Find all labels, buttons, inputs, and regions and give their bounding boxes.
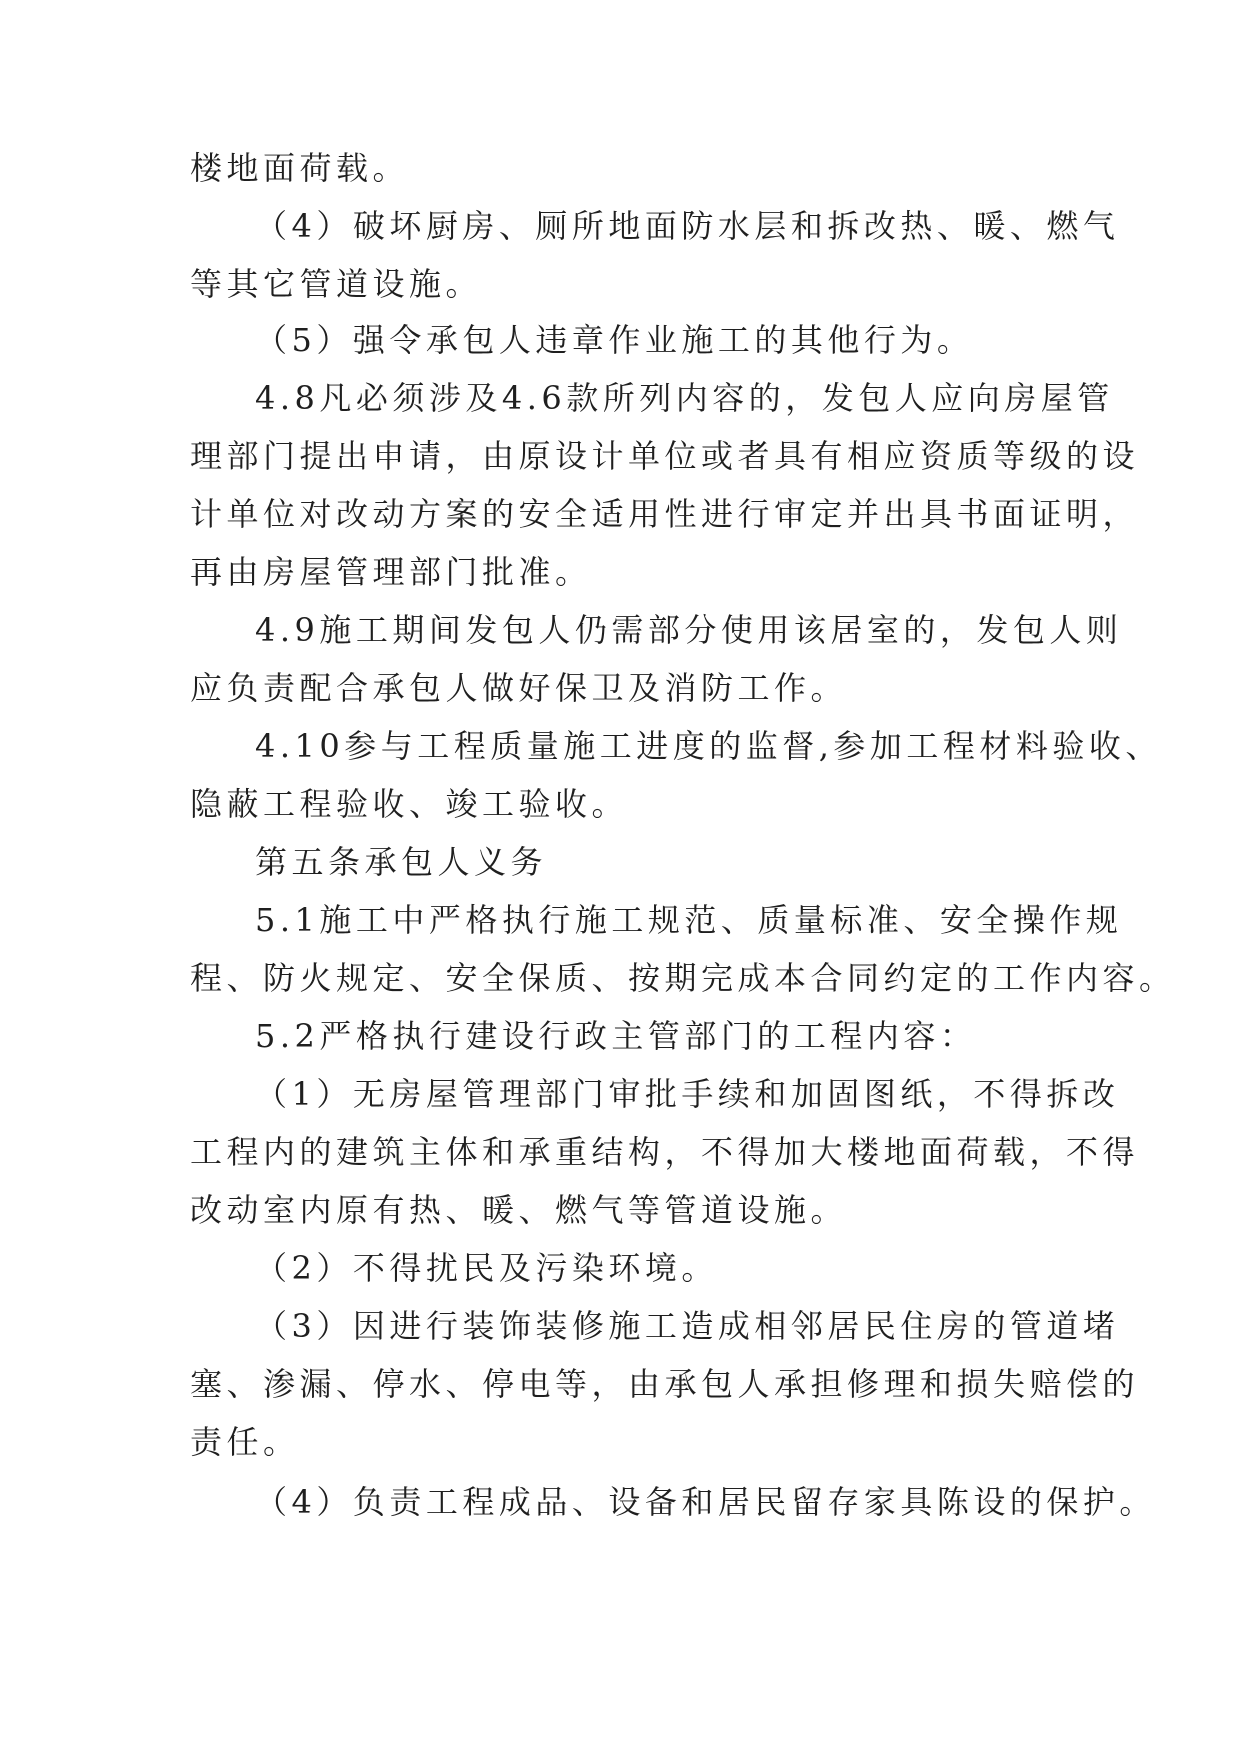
text-line: 程、防火规定、安全保质、按期完成本合同约定的工作内容。 <box>190 959 1176 997</box>
text-line: 再由房屋管理部门批准。 <box>190 553 592 591</box>
text-line: 责任。 <box>190 1423 300 1461</box>
text-line: 楼地面荷载。 <box>190 149 410 187</box>
text-line: （4）破坏厨房、厕所地面防水层和拆改热、暖、燃气 <box>255 207 1120 245</box>
section-heading: 第五条承包人义务 <box>255 843 548 881</box>
text-line: 应负责配合承包人做好保卫及消防工作。 <box>190 669 848 707</box>
text-line: （4）负责工程成品、设备和居民留存家具陈设的保护。 <box>255 1483 1156 1521</box>
text-line: 5.2严格执行建设行政主管部门的工程内容： <box>255 1017 977 1055</box>
text-line: 理部门提出申请，由原设计单位或者具有相应资质等级的设 <box>190 437 1140 475</box>
text-line: 改动室内原有热、暖、燃气等管道设施。 <box>190 1191 848 1229</box>
text-line: （2）不得扰民及污染环境。 <box>255 1249 718 1287</box>
text-line: 4.9施工期间发包人仍需部分使用该居室的，发包人则 <box>255 611 1123 649</box>
text-line: 计单位对改动方案的安全适用性进行审定并出具书面证明， <box>190 495 1140 533</box>
text-line: （5）强令承包人违章作业施工的其他行为。 <box>255 321 974 359</box>
text-line: 4.10参与工程质量施工进度的监督,参加工程材料验收、 <box>255 727 1162 765</box>
text-line: 5.1施工中严格执行施工规范、质量标准、安全操作规 <box>255 901 1123 939</box>
text-line: （1）无房屋管理部门审批手续和加固图纸，不得拆改 <box>255 1075 1120 1113</box>
text-line: 隐蔽工程验收、竣工验收。 <box>190 785 629 823</box>
text-line: 4.8凡必须涉及4.6款所列内容的，发包人应向房屋管 <box>255 379 1114 417</box>
text-line: （3）因进行装饰装修施工造成相邻居民住房的管道堵 <box>255 1307 1120 1345</box>
text-line: 塞、渗漏、停水、停电等，由承包人承担修理和损失赔偿的 <box>190 1365 1140 1403</box>
text-line: 等其它管道设施。 <box>190 265 483 303</box>
text-line: 工程内的建筑主体和承重结构，不得加大楼地面荷载，不得 <box>190 1133 1140 1171</box>
